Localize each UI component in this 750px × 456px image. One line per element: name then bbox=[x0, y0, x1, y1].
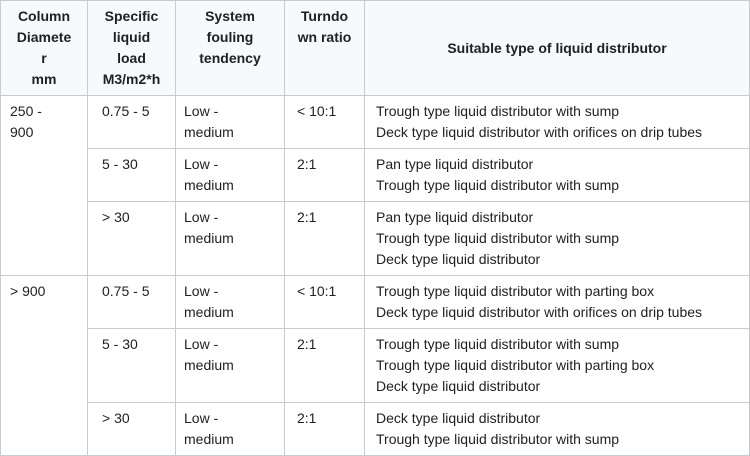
cell-liquid-load: 5 - 30 bbox=[88, 329, 176, 403]
cell-distributor-type: Trough type liquid distributor with sump Deck type liquid distributor with orifices on drip tubes bbox=[365, 96, 750, 149]
cell-distributor-type: Deck type liquid distributor Trough type liquid distributor with sump bbox=[365, 403, 750, 456]
cell-turndown: 2:1 bbox=[285, 403, 365, 456]
cell-distributor-type: Pan type liquid distributor Trough type liquid distributor with sump Deck type liquid distributor bbox=[365, 202, 750, 276]
table-row bbox=[1, 149, 750, 202]
cell-distributor-type: Trough type liquid distributor with parting box Deck type liquid distributor with orifices on drip tubes bbox=[365, 276, 750, 329]
cell-fouling: Low - medium bbox=[176, 202, 285, 276]
cell-liquid-load: 5 - 30 bbox=[88, 149, 176, 202]
cell-turndown: < 10:1 bbox=[285, 96, 365, 149]
cell-fouling: Low - medium bbox=[176, 403, 285, 456]
table-row bbox=[1, 403, 750, 456]
cell-turndown: 2:1 bbox=[285, 329, 365, 403]
cell-fouling: Low - medium bbox=[176, 96, 285, 149]
header-specific-liquid-load: Specific liquid load M3/m2*h bbox=[88, 1, 176, 96]
cell-diameter: > 900 bbox=[1, 276, 88, 456]
cell-turndown: 2:1 bbox=[285, 202, 365, 276]
cell-turndown: < 10:1 bbox=[285, 276, 365, 329]
header-row bbox=[1, 1, 750, 96]
cell-distributor-type: Trough type liquid distributor with sump Trough type liquid distributor with parting box Deck type liquid distributor bbox=[365, 329, 750, 403]
table-row bbox=[1, 202, 750, 276]
header-turndown-ratio: Turndo wn ratio bbox=[285, 1, 365, 96]
cell-liquid-load: > 30 bbox=[88, 403, 176, 456]
cell-liquid-load: 0.75 - 5 bbox=[88, 276, 176, 329]
header-fouling-tendency: System fouling tendency bbox=[176, 1, 285, 96]
cell-liquid-load: 0.75 - 5 bbox=[88, 96, 176, 149]
table-row bbox=[1, 329, 750, 403]
cell-distributor-type: Pan type liquid distributor Trough type liquid distributor with sump bbox=[365, 149, 750, 202]
cell-fouling: Low - medium bbox=[176, 276, 285, 329]
header-distributor-type: Suitable type of liquid distributor bbox=[365, 1, 750, 96]
table-row bbox=[1, 276, 750, 329]
cell-liquid-load: > 30 bbox=[88, 202, 176, 276]
header-column-diameter: Column Diamete r mm bbox=[1, 1, 88, 96]
cell-diameter: 250 - 900 bbox=[1, 96, 88, 276]
cell-fouling: Low - medium bbox=[176, 149, 285, 202]
cell-fouling: Low - medium bbox=[176, 329, 285, 403]
table-row bbox=[1, 96, 750, 149]
cell-turndown: 2:1 bbox=[285, 149, 365, 202]
